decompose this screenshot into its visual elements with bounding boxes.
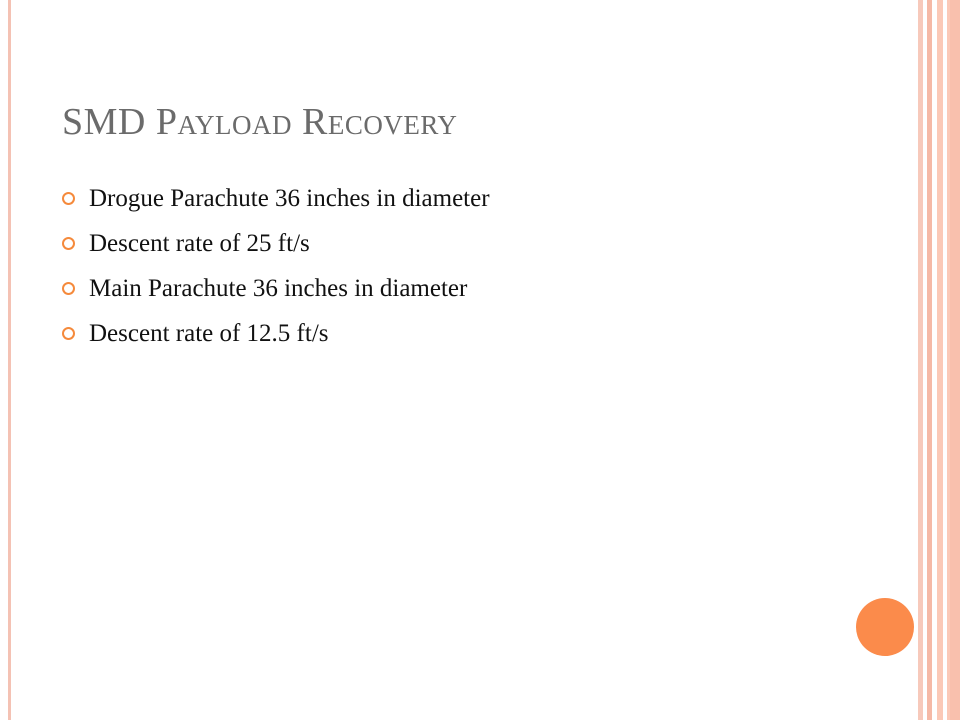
bullet-circle-icon (62, 327, 75, 340)
bullet-item (62, 311, 862, 356)
left-border-line (8, 0, 11, 720)
bullet-item (62, 176, 862, 221)
bullet-circle-icon (62, 282, 75, 295)
bullet-text: Main Parachute 36 inches in diameter (89, 274, 468, 302)
bullet-list (62, 176, 862, 356)
slide-title: SMD Payload Recovery (62, 101, 458, 143)
right-decorative-stripe (950, 0, 960, 720)
bullet-text: Drogue Parachute 36 inches in diameter (89, 184, 490, 212)
accent-circle (856, 598, 914, 656)
bullet-circle-icon (62, 237, 75, 250)
bullet-text: Descent rate of 12.5 ft/s (89, 319, 329, 347)
right-decorative-gap (943, 0, 947, 720)
bullet-item (62, 266, 862, 311)
bullet-circle-icon (62, 192, 75, 205)
bullet-text: Descent rate of 25 ft/s (89, 229, 310, 257)
bullet-item (62, 221, 862, 266)
